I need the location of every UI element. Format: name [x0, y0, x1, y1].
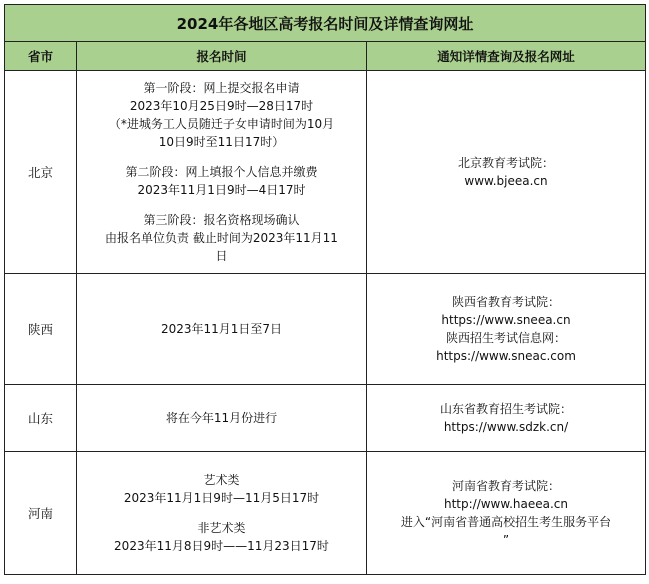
time-block: 第一阶段：网上提交报名申请 2023年10月25日9时—28日17时 （*进城务工人员随迁子女申请时间为10月 10日9时至11日17时） — [108, 81, 335, 149]
time-cell — [77, 452, 367, 575]
province-cell: 河南 — [5, 452, 77, 575]
province-cell: 北京 — [5, 71, 77, 274]
site-cell: 陕西省教育考试院： https://www.sneea.cn 陕西招生考试信息网： https://www.sneac.com — [367, 274, 646, 385]
header-time: 报名时间 — [77, 42, 367, 71]
site-cell: 河南省教育考试院： http://www.haeea.cn 进入“河南省普通高校招生考生服务平台 ” — [367, 452, 646, 575]
header-row — [5, 42, 646, 71]
province-cell: 山东 — [5, 385, 77, 452]
time-cell: 将在今年11月份进行 — [77, 385, 367, 452]
table-row — [5, 385, 646, 452]
table-row — [5, 71, 646, 274]
time-cell — [77, 71, 367, 274]
header-province: 省市 — [5, 42, 77, 71]
table-row — [5, 274, 646, 385]
admission-table-container — [4, 4, 645, 580]
time-block: 第三阶段：报名资格现场确认 由报名单位负责 截止时间为2023年11月11 日 — [105, 213, 338, 263]
table-row — [5, 452, 646, 575]
header-site: 通知详情查询及报名网址 — [367, 42, 646, 71]
site-cell: 北京教育考试院： www.bjeea.cn — [367, 71, 646, 274]
province-cell: 陕西 — [5, 274, 77, 385]
time-block: 第二阶段：网上填报个人信息并缴费 2023年11月1日9时—4日17时 — [125, 165, 318, 197]
site-cell: 山东省教育招生考试院： https://www.sdzk.cn/ — [367, 385, 646, 452]
admission-table — [4, 4, 646, 575]
table-title: 2024年各地区高考报名时间及详情查询网址 — [5, 5, 646, 42]
time-block: 非艺术类 2023年11月8日9时——11月23日17时 — [114, 521, 329, 553]
time-cell: 2023年11月1日至7日 — [77, 274, 367, 385]
title-row — [5, 5, 646, 42]
time-block: 艺术类 2023年11月1日9时—11月5日17时 — [123, 473, 320, 505]
